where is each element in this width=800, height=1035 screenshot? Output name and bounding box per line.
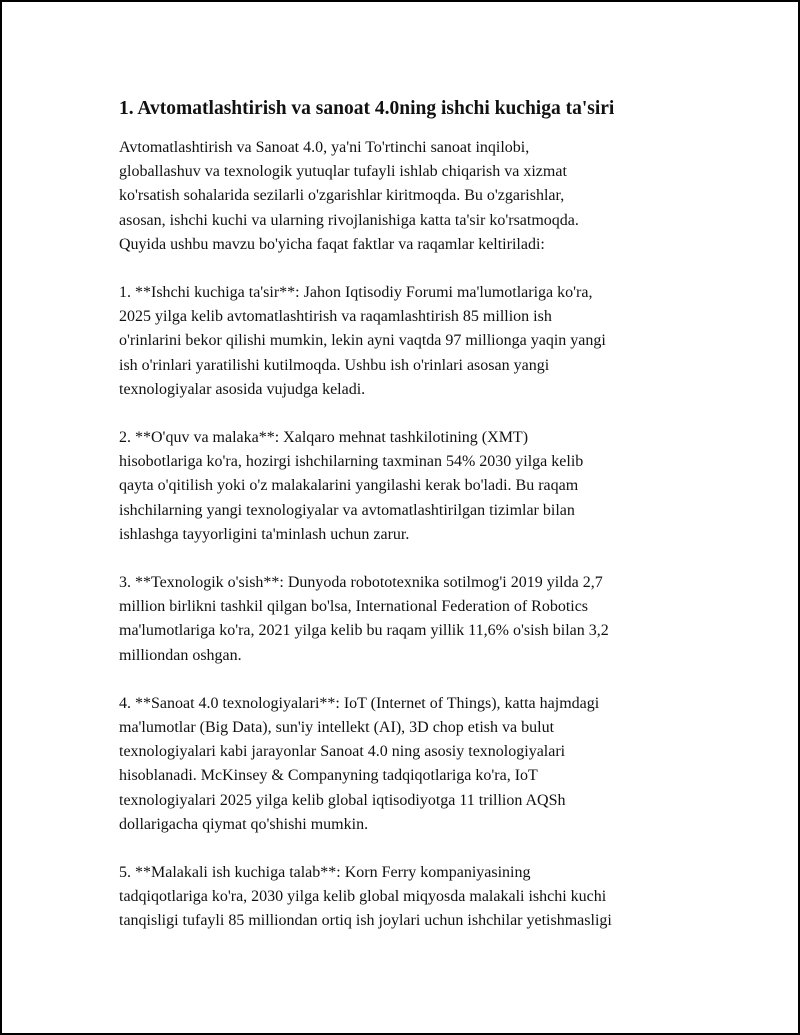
text-line: qayta o'qitilish yoki o'z malakalarini yangilashi kerak bo'ladi. Bu raqam <box>119 477 579 495</box>
text-line: ish o'rinlari yaratilishi kutilmoqda. Ushbu ish o'rinlari asosan yangi <box>119 356 550 374</box>
text-line: Quyida ushbu mavzu bo'yicha faqat faktlar va raqamlar keltiriladi: <box>119 235 545 253</box>
text-line: 2. **O'quv va malaka**: Xalqaro mehnat tashkilotining (XMT) <box>119 429 529 447</box>
document-body <box>119 96 719 958</box>
text-line: dollarigacha qiymat qo'shishi mumkin. <box>119 815 369 833</box>
text-line: tanqisligi tufayli 85 milliondan ortiq ish joylari uchun ishchilar yetishmasligi <box>119 912 612 930</box>
text-line: texnologiyalari 2025 yilga kelib global iqtisodiyotga 11 trillion AQSh <box>119 791 566 809</box>
intro-paragraph <box>119 136 719 257</box>
text-line: globallashuv va texnologik yutuqlar tufayli ishlab chiqarish va xizmat <box>119 163 567 181</box>
text-line: hisobotlariga ko'ra, hozirgi ishchilarning taxminan 54% 2030 yilga kelib <box>119 453 584 471</box>
text-line: ma'lumotlar (Big Data), sun'iy intellekt (AI), 3D chop etish va bulut <box>119 719 555 737</box>
text-line: texnologiyalar asosida vujudga keladi. <box>119 380 366 398</box>
text-line: texnologiyalari kabi jarayonlar Sanoat 4.0 ning asosiy texnologiyalari <box>119 743 566 761</box>
point-2-paragraph <box>119 426 719 547</box>
text-line: 3. **Texnologik o'sish**: Dunyoda robototexnika sotilmog'i 2019 yilda 2,7 <box>119 574 603 592</box>
point-1-paragraph <box>119 281 719 402</box>
text-line: Avtomatlashtirish va Sanoat 4.0, ya'ni To'rtinchi sanoat inqilobi, <box>119 139 530 156</box>
text-line: 4. **Sanoat 4.0 texnologiyalari**: IoT (Internet of Things), katta hajmdagi <box>119 694 600 712</box>
point-4-paragraph <box>119 692 719 837</box>
text-line: ishchilarning yangi texnologiyalar va avtomatlashtirilgan tizimlar bilan <box>119 501 575 519</box>
text-line: hisoblanadi. McKinsey & Companyning tadqiqotlariga ko'ra, IoT <box>119 767 538 785</box>
text-line: milliondan oshgan. <box>119 646 242 664</box>
text-line: ko'rsatish sohalarida sezilarli o'zgarishlar kiritmoqda. Bu o'zgarishlar, <box>119 187 565 205</box>
text-line: ishlashga tayyorligini ta'minlash uchun zarur. <box>119 525 410 543</box>
text-line: 1. **Ishchi kuchiga ta'sir**: Jahon Iqtisodiy Forumi ma'lumotlariga ko'ra, <box>119 284 593 302</box>
point-5-paragraph <box>119 861 719 934</box>
text-line: 5. **Malakali ish kuchiga talab**: Korn Ferry kompaniyasining <box>119 864 531 882</box>
text-line: million birlikni tashkil qilgan bo'lsa, International Federation of Robotics <box>119 598 589 616</box>
point-3-paragraph <box>119 571 719 668</box>
text-line: o'rinlarini bekor qilishi mumkin, lekin ayni vaqtda 97 millionga yaqin yangi <box>119 332 606 350</box>
text-line: 2025 yilga kelib avtomatlashtirish va raqamlashtirish 85 million ish <box>119 308 552 326</box>
text-line: asosan, ishchi kuchi va ularning rivojlanishiga katta ta'sir ko'rsatmoqda. <box>119 211 579 229</box>
section-heading: 1. Avtomatlashtirish va sanoat 4.0ning ishchi kuchiga ta'siri <box>119 98 615 119</box>
text-line: ma'lumotlariga ko'ra, 2021 yilga kelib bu raqam yillik 11,6% o'sish bilan 3,2 <box>119 622 609 640</box>
text-line: tadqiqotlariga ko'ra, 2030 yilga kelib global miqyosda malakali ishchi kuchi <box>119 888 607 906</box>
